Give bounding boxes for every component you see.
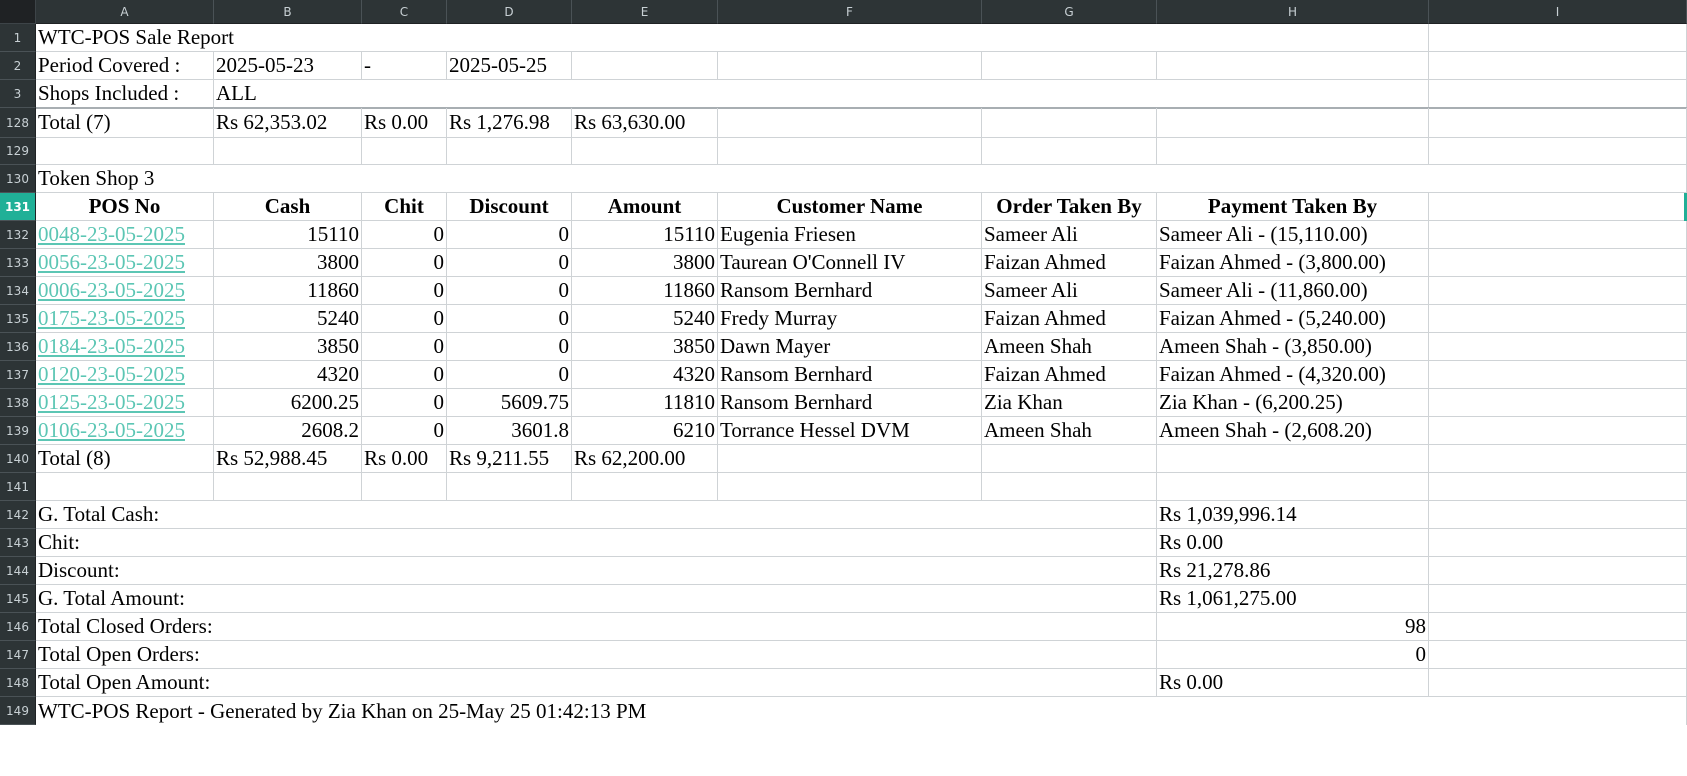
shops-label[interactable]: Shops Included : — [36, 80, 214, 108]
empty-cell[interactable] — [572, 138, 718, 165]
pos-no-link[interactable]: 0006-23-05-2025 — [36, 277, 214, 305]
summary-label[interactable]: Discount: — [36, 557, 1157, 585]
amount-cell[interactable]: 3800 — [572, 249, 718, 277]
empty-cell[interactable] — [718, 445, 982, 473]
column-header-g[interactable]: G — [982, 0, 1157, 24]
payment-taken-by-cell[interactable]: Zia Khan - (6,200.25) — [1157, 389, 1429, 417]
empty-cell[interactable] — [1429, 417, 1687, 445]
row-header[interactable]: 137 — [0, 361, 36, 389]
row-header[interactable]: 2 — [0, 52, 36, 80]
row-header[interactable]: 133 — [0, 249, 36, 277]
row-header[interactable]: 139 — [0, 417, 36, 445]
row-header[interactable]: 135 — [0, 305, 36, 333]
row-header[interactable]: 146 — [0, 613, 36, 641]
period-label[interactable]: Period Covered : — [36, 52, 214, 80]
empty-cell[interactable] — [572, 473, 718, 501]
empty-cell[interactable] — [1157, 473, 1429, 501]
empty-cell[interactable] — [1429, 473, 1687, 501]
summary-value[interactable]: Rs 0.00 — [1157, 669, 1429, 697]
payment-taken-by-cell[interactable]: Sameer Ali - (15,110.00) — [1157, 221, 1429, 249]
summary-label[interactable]: Chit: — [36, 529, 1157, 557]
row-header[interactable]: 147 — [0, 641, 36, 669]
table-header-payment-by[interactable]: Payment Taken By — [1157, 193, 1429, 221]
row-header[interactable]: 142 — [0, 501, 36, 529]
empty-cell[interactable] — [1429, 529, 1687, 557]
empty-cell[interactable] — [1429, 361, 1687, 389]
chit-cell[interactable]: 0 — [362, 305, 447, 333]
order-taken-by-cell[interactable]: Sameer Ali — [982, 277, 1157, 305]
chit-cell[interactable]: 0 — [362, 361, 447, 389]
discount-cell[interactable]: 0 — [447, 277, 572, 305]
row-header[interactable]: 3 — [0, 80, 36, 108]
empty-cell[interactable] — [1429, 249, 1687, 277]
customer-name-cell[interactable]: Torrance Hessel DVM — [718, 417, 982, 445]
prev-total-amount[interactable]: Rs 63,630.00 — [572, 108, 718, 138]
amount-cell[interactable]: 11810 — [572, 389, 718, 417]
row-header[interactable]: 130 — [0, 165, 36, 193]
pos-no-link[interactable]: 0125-23-05-2025 — [36, 389, 214, 417]
summary-label[interactable]: Total Open Amount: — [36, 669, 1157, 697]
row-header[interactable]: 129 — [0, 138, 36, 165]
empty-cell[interactable] — [36, 473, 214, 501]
table-header-chit[interactable]: Chit — [362, 193, 447, 221]
pos-no-link[interactable]: 0048-23-05-2025 — [36, 221, 214, 249]
order-taken-by-cell[interactable]: Zia Khan — [982, 389, 1157, 417]
empty-cell[interactable] — [718, 52, 982, 80]
prev-total-discount[interactable]: Rs 1,276.98 — [447, 108, 572, 138]
shops-value[interactable]: ALL — [214, 80, 1429, 108]
row-header[interactable]: 136 — [0, 333, 36, 361]
order-taken-by-cell[interactable]: Faizan Ahmed — [982, 305, 1157, 333]
report-footer[interactable]: WTC-POS Report - Generated by Zia Khan on 25-May 25 01:42:13 PM — [36, 697, 1687, 725]
pos-no-link[interactable]: 0106-23-05-2025 — [36, 417, 214, 445]
customer-name-cell[interactable]: Eugenia Friesen — [718, 221, 982, 249]
row-header[interactable]: 131 — [0, 193, 36, 221]
customer-name-cell[interactable]: Fredy Murray — [718, 305, 982, 333]
empty-cell[interactable] — [214, 138, 362, 165]
empty-cell[interactable] — [1429, 501, 1687, 529]
prev-total-chit[interactable]: Rs 0.00 — [362, 108, 447, 138]
cash-cell[interactable]: 11860 — [214, 277, 362, 305]
discount-cell[interactable]: 0 — [447, 305, 572, 333]
column-header-c[interactable]: C — [362, 0, 447, 24]
empty-cell[interactable] — [1429, 221, 1687, 249]
discount-cell[interactable]: 0 — [447, 333, 572, 361]
section-title[interactable]: Token Shop 3 — [36, 165, 1687, 193]
table-header-discount[interactable]: Discount — [447, 193, 572, 221]
discount-cell[interactable]: 0 — [447, 221, 572, 249]
empty-cell[interactable] — [982, 445, 1157, 473]
empty-cell[interactable] — [1429, 669, 1687, 697]
pos-no-link[interactable]: 0184-23-05-2025 — [36, 333, 214, 361]
discount-cell[interactable]: 3601.8 — [447, 417, 572, 445]
shop-total-label[interactable]: Total (8) — [36, 445, 214, 473]
column-header-a[interactable]: A — [36, 0, 214, 24]
summary-value[interactable]: 98 — [1157, 613, 1429, 641]
order-taken-by-cell[interactable]: Ameen Shah — [982, 417, 1157, 445]
amount-cell[interactable]: 4320 — [572, 361, 718, 389]
row-header[interactable]: 134 — [0, 277, 36, 305]
period-dash[interactable]: - — [362, 52, 447, 80]
row-header[interactable]: 140 — [0, 445, 36, 473]
customer-name-cell[interactable]: Dawn Mayer — [718, 333, 982, 361]
shop-total-cash[interactable]: Rs 52,988.45 — [214, 445, 362, 473]
period-to[interactable]: 2025-05-25 — [447, 52, 572, 80]
amount-cell[interactable]: 3850 — [572, 333, 718, 361]
row-header[interactable]: 144 — [0, 557, 36, 585]
table-header-pos-no[interactable]: POS No — [36, 193, 214, 221]
cash-cell[interactable]: 3800 — [214, 249, 362, 277]
empty-cell[interactable] — [1429, 585, 1687, 613]
select-all-corner[interactable] — [0, 0, 36, 24]
empty-cell[interactable] — [1157, 52, 1429, 80]
summary-label[interactable]: Total Open Orders: — [36, 641, 1157, 669]
empty-cell[interactable] — [982, 138, 1157, 165]
payment-taken-by-cell[interactable]: Faizan Ahmed - (5,240.00) — [1157, 305, 1429, 333]
empty-cell[interactable] — [1429, 277, 1687, 305]
prev-total-label[interactable]: Total (7) — [36, 108, 214, 138]
report-title[interactable]: WTC-POS Sale Report — [36, 24, 1429, 52]
summary-label[interactable]: Total Closed Orders: — [36, 613, 1157, 641]
empty-cell[interactable] — [1429, 108, 1687, 138]
column-header-i[interactable]: I — [1429, 0, 1687, 24]
empty-cell[interactable] — [36, 138, 214, 165]
chit-cell[interactable]: 0 — [362, 249, 447, 277]
column-header-d[interactable]: D — [447, 0, 572, 24]
cash-cell[interactable]: 3850 — [214, 333, 362, 361]
period-from[interactable]: 2025-05-23 — [214, 52, 362, 80]
customer-name-cell[interactable]: Taurean O'Connell IV — [718, 249, 982, 277]
empty-cell[interactable] — [1429, 24, 1687, 52]
empty-cell[interactable] — [1157, 108, 1429, 138]
column-header-f[interactable]: F — [718, 0, 982, 24]
cash-cell[interactable]: 6200.25 — [214, 389, 362, 417]
empty-cell[interactable] — [447, 138, 572, 165]
payment-taken-by-cell[interactable]: Ameen Shah - (2,608.20) — [1157, 417, 1429, 445]
empty-cell[interactable] — [1429, 80, 1687, 108]
column-header-b[interactable]: B — [214, 0, 362, 24]
summary-label[interactable]: G. Total Amount: — [36, 585, 1157, 613]
empty-cell[interactable] — [982, 473, 1157, 501]
empty-cell[interactable] — [362, 138, 447, 165]
empty-cell[interactable] — [718, 108, 982, 138]
row-header[interactable]: 145 — [0, 585, 36, 613]
summary-value[interactable]: Rs 1,061,275.00 — [1157, 585, 1429, 613]
row-header[interactable]: 132 — [0, 221, 36, 249]
row-header[interactable]: 128 — [0, 108, 36, 138]
empty-cell[interactable] — [1429, 52, 1687, 80]
order-taken-by-cell[interactable]: Ameen Shah — [982, 333, 1157, 361]
chit-cell[interactable]: 0 — [362, 389, 447, 417]
summary-value[interactable]: Rs 0.00 — [1157, 529, 1429, 557]
amount-cell[interactable]: 11860 — [572, 277, 718, 305]
shop-total-chit[interactable]: Rs 0.00 — [362, 445, 447, 473]
empty-cell[interactable] — [1429, 138, 1687, 165]
discount-cell[interactable]: 0 — [447, 249, 572, 277]
summary-value[interactable]: Rs 1,039,996.14 — [1157, 501, 1429, 529]
table-header-order-by[interactable]: Order Taken By — [982, 193, 1157, 221]
table-header-amount[interactable]: Amount — [572, 193, 718, 221]
empty-cell[interactable] — [1429, 557, 1687, 585]
empty-cell[interactable] — [1157, 138, 1429, 165]
chit-cell[interactable]: 0 — [362, 333, 447, 361]
empty-cell[interactable] — [1429, 445, 1687, 473]
payment-taken-by-cell[interactable]: Faizan Ahmed - (4,320.00) — [1157, 361, 1429, 389]
prev-total-cash[interactable]: Rs 62,353.02 — [214, 108, 362, 138]
empty-cell[interactable] — [718, 473, 982, 501]
empty-cell[interactable] — [1157, 445, 1429, 473]
amount-cell[interactable]: 15110 — [572, 221, 718, 249]
shop-total-discount[interactable]: Rs 9,211.55 — [447, 445, 572, 473]
cash-cell[interactable]: 4320 — [214, 361, 362, 389]
empty-cell[interactable] — [447, 473, 572, 501]
discount-cell[interactable]: 0 — [447, 361, 572, 389]
summary-label[interactable]: G. Total Cash: — [36, 501, 1157, 529]
row-header[interactable]: 1 — [0, 24, 36, 52]
empty-cell[interactable] — [214, 473, 362, 501]
row-header[interactable]: 149 — [0, 697, 36, 725]
chit-cell[interactable]: 0 — [362, 221, 447, 249]
summary-value[interactable]: Rs 21,278.86 — [1157, 557, 1429, 585]
cash-cell[interactable]: 5240 — [214, 305, 362, 333]
payment-taken-by-cell[interactable]: Sameer Ali - (11,860.00) — [1157, 277, 1429, 305]
order-taken-by-cell[interactable]: Faizan Ahmed — [982, 249, 1157, 277]
cash-cell[interactable]: 2608.2 — [214, 417, 362, 445]
payment-taken-by-cell[interactable]: Ameen Shah - (3,850.00) — [1157, 333, 1429, 361]
order-taken-by-cell[interactable]: Faizan Ahmed — [982, 361, 1157, 389]
empty-cell[interactable] — [982, 108, 1157, 138]
column-header-h[interactable]: H — [1157, 0, 1429, 24]
summary-value[interactable]: 0 — [1157, 641, 1429, 669]
table-header-cash[interactable]: Cash — [214, 193, 362, 221]
amount-cell[interactable]: 6210 — [572, 417, 718, 445]
empty-cell[interactable] — [1429, 389, 1687, 417]
pos-no-link[interactable]: 0056-23-05-2025 — [36, 249, 214, 277]
empty-cell[interactable] — [1429, 305, 1687, 333]
row-header[interactable]: 143 — [0, 529, 36, 557]
empty-cell[interactable] — [572, 52, 718, 80]
discount-cell[interactable]: 5609.75 — [447, 389, 572, 417]
empty-cell[interactable] — [718, 138, 982, 165]
table-header-customer[interactable]: Customer Name — [718, 193, 982, 221]
pos-no-link[interactable]: 0175-23-05-2025 — [36, 305, 214, 333]
empty-cell[interactable] — [1429, 193, 1687, 221]
chit-cell[interactable]: 0 — [362, 417, 447, 445]
payment-taken-by-cell[interactable]: Faizan Ahmed - (3,800.00) — [1157, 249, 1429, 277]
row-header[interactable]: 141 — [0, 473, 36, 501]
row-header[interactable]: 138 — [0, 389, 36, 417]
shop-total-amount[interactable]: Rs 62,200.00 — [572, 445, 718, 473]
customer-name-cell[interactable]: Ransom Bernhard — [718, 389, 982, 417]
customer-name-cell[interactable]: Ransom Bernhard — [718, 361, 982, 389]
empty-cell[interactable] — [1429, 333, 1687, 361]
empty-cell[interactable] — [362, 473, 447, 501]
pos-no-link[interactable]: 0120-23-05-2025 — [36, 361, 214, 389]
customer-name-cell[interactable]: Ransom Bernhard — [718, 277, 982, 305]
row-header[interactable]: 148 — [0, 669, 36, 697]
order-taken-by-cell[interactable]: Sameer Ali — [982, 221, 1157, 249]
empty-cell[interactable] — [1429, 613, 1687, 641]
amount-cell[interactable]: 5240 — [572, 305, 718, 333]
column-header-e[interactable]: E — [572, 0, 718, 24]
cash-cell[interactable]: 15110 — [214, 221, 362, 249]
chit-cell[interactable]: 0 — [362, 277, 447, 305]
empty-cell[interactable] — [982, 52, 1157, 80]
empty-cell[interactable] — [1429, 641, 1687, 669]
